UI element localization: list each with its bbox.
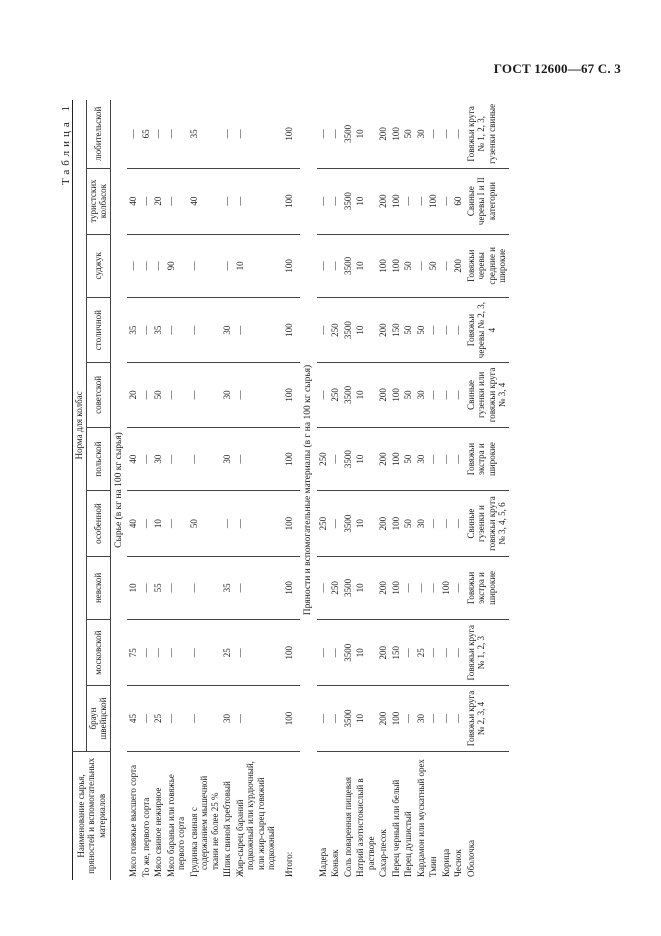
- row-value: —: [427, 556, 440, 620]
- row-value: 50: [415, 298, 428, 363]
- section-row: [110, 100, 127, 880]
- row-value: 3500: [342, 363, 355, 428]
- row-value: 3500: [342, 491, 355, 556]
- row-value: —: [165, 491, 188, 556]
- table-label: Таблица 1: [60, 102, 72, 186]
- row-value: Говяжьи круга № 1, 2, 3: [465, 620, 509, 686]
- row-value: —: [234, 491, 278, 556]
- row-value: 250: [329, 363, 342, 428]
- table-row: [342, 100, 355, 880]
- row-value: —: [452, 298, 465, 363]
- row-value: 10: [354, 234, 377, 298]
- row-value: —: [140, 491, 153, 556]
- row-value: 200: [377, 686, 390, 752]
- row-value: 10: [354, 491, 377, 556]
- row-value: 40: [127, 427, 140, 491]
- row-value: 250: [317, 427, 330, 491]
- row-value: —: [165, 427, 188, 491]
- row-value: Говяжьи круга № 1, 2, 3, гузенки свиные: [465, 103, 497, 164]
- row-value: 50: [188, 491, 222, 556]
- row-value: 200: [377, 620, 390, 686]
- row-name: Мясо говяжье высшего сорта: [127, 751, 140, 880]
- row-value: —: [222, 129, 232, 139]
- row-value: —: [221, 234, 234, 298]
- row-name: Соль поваренная пищевая: [342, 751, 355, 880]
- table-row: [234, 100, 278, 880]
- row-value: 100: [390, 234, 403, 298]
- row-value: 25: [152, 686, 165, 752]
- row-value: 200: [377, 363, 390, 428]
- row-value: —: [415, 556, 428, 620]
- table-row: [127, 100, 140, 880]
- row-value: 60: [452, 168, 465, 234]
- table-row: [165, 100, 188, 880]
- row-value: Говяжьи черевы № 2, 3, 4: [465, 298, 509, 363]
- table-row: [440, 100, 453, 880]
- group-header: Норма для колбас: [73, 100, 87, 751]
- row-value: 200: [377, 298, 390, 363]
- row-value: 10: [152, 491, 165, 556]
- column-header: польской: [86, 427, 110, 491]
- row-value: —: [452, 620, 465, 686]
- row-value: —: [440, 620, 453, 686]
- row-value: 25: [221, 620, 234, 686]
- row-value: —: [221, 168, 234, 234]
- row-value: 40: [127, 491, 140, 556]
- section-title: Пряности и вспомогательные материалы (в г на 100 кг сырья): [303, 364, 313, 616]
- row-value: 30: [221, 298, 234, 363]
- table-row: [377, 100, 390, 880]
- row-value: 100: [390, 427, 403, 491]
- row-value: 20: [127, 363, 140, 428]
- row-value: —: [317, 298, 330, 363]
- row-value: —: [317, 556, 330, 620]
- row-value: —: [234, 363, 278, 428]
- row-name: Итого:: [278, 751, 301, 880]
- row-value: 250: [329, 556, 342, 620]
- row-value: —: [452, 491, 465, 556]
- row-value: 30: [221, 427, 234, 491]
- row-value: —: [188, 686, 222, 752]
- table-row: [465, 100, 509, 880]
- row-value: 3500: [342, 686, 355, 752]
- column-header: туристских колбасок: [86, 168, 110, 234]
- row-name: Коньяк: [329, 751, 342, 880]
- row-value: —: [165, 686, 188, 752]
- row-value: —: [440, 298, 453, 363]
- row-value: —: [329, 620, 342, 686]
- row-value: —: [452, 363, 465, 428]
- row-value: —: [140, 427, 153, 491]
- row-value: 30: [221, 363, 234, 428]
- row-value: Свиные гузенки и говяжьи круга № 3, 4, 5, 6: [465, 491, 509, 556]
- row-name: Мясо бараньи или говяжье первого сорта: [165, 751, 188, 880]
- row-name: Грудинка свиная с содержанием мышечной ткани не более 25 %: [188, 751, 222, 880]
- table-row: [402, 100, 415, 880]
- row-value: 100: [278, 234, 301, 298]
- section-title: Сырье (в кг на 100 кг сырья): [113, 432, 124, 548]
- row-value: 30: [415, 427, 428, 491]
- row-value: 35: [188, 129, 199, 139]
- row-name: Сахар-песок: [377, 751, 390, 880]
- column-header-name: Наименование сырья, пряностей и вспомогательных материалов: [73, 751, 111, 880]
- row-value: —: [402, 556, 415, 620]
- row-value: —: [452, 427, 465, 491]
- row-value: —: [234, 686, 278, 752]
- row-value: —: [415, 168, 428, 234]
- column-header: московской: [86, 620, 110, 686]
- row-value: 3500: [342, 168, 355, 234]
- row-value: —: [140, 686, 153, 752]
- row-value: —: [440, 168, 453, 234]
- row-value: 3500: [342, 124, 353, 143]
- norms-table: [72, 100, 509, 880]
- column-header: любительской: [86, 100, 110, 168]
- row-value: —: [402, 168, 415, 234]
- row-name: Чеснок: [452, 751, 465, 880]
- row-value: —: [452, 556, 465, 620]
- row-value: 25: [415, 620, 428, 686]
- row-value: 100: [278, 168, 301, 234]
- row-value: 100: [278, 491, 301, 556]
- row-name: Мясо свиное нежирное: [152, 751, 165, 880]
- row-value: —: [234, 556, 278, 620]
- row-value: —: [188, 234, 222, 298]
- row-value: —: [317, 234, 330, 298]
- row-value: —: [234, 427, 278, 491]
- column-header: столичной: [86, 298, 110, 363]
- row-value: 50: [402, 363, 415, 428]
- row-value: —: [427, 491, 440, 556]
- row-value: Говяжьи черевы средние и широкие: [465, 234, 509, 298]
- row-value: 200: [377, 427, 390, 491]
- row-value: Говяжьи экстра и широкие: [465, 427, 509, 491]
- table-row: [354, 100, 377, 880]
- row-value: 10: [354, 556, 377, 620]
- row-value: 20: [152, 168, 165, 234]
- row-value: 50: [427, 234, 440, 298]
- row-value: —: [402, 686, 415, 752]
- row-name: Кардамон или мускатный орех: [415, 751, 428, 880]
- row-value: —: [188, 556, 222, 620]
- row-value: 10: [354, 168, 377, 234]
- row-value: —: [427, 427, 440, 491]
- row-value: —: [221, 491, 234, 556]
- row-value: —: [428, 129, 438, 139]
- row-value: —: [329, 427, 342, 491]
- row-value: 100: [390, 491, 403, 556]
- table-row: [452, 100, 465, 880]
- row-value: —: [165, 620, 188, 686]
- row-value: —: [165, 556, 188, 620]
- row-value: —: [453, 129, 463, 139]
- section-row: [300, 100, 317, 880]
- row-value: 200: [377, 168, 390, 234]
- row-name: Корица: [440, 751, 453, 880]
- column-header: невской: [86, 556, 110, 620]
- row-value: —: [427, 686, 440, 752]
- row-name: Натрий азотистокислый в растворе: [354, 751, 377, 880]
- row-value: —: [415, 234, 428, 298]
- row-value: 100: [390, 127, 401, 141]
- row-value: 10: [127, 556, 140, 620]
- row-value: 3500: [342, 556, 355, 620]
- row-value: —: [234, 168, 278, 234]
- row-value: 200: [377, 556, 390, 620]
- row-value: Говяжьи круга № 2, 3, 4: [465, 686, 509, 752]
- row-value: 40: [127, 168, 140, 234]
- row-value: Свиные гузенки или говяжьи круга № 3, 4: [465, 363, 509, 428]
- row-name: Шпик свиной хребтовый: [221, 751, 234, 880]
- row-value: —: [153, 129, 163, 139]
- landscape-table-canvas: [58, 100, 603, 880]
- column-header: советской: [86, 363, 110, 428]
- table-row: [427, 100, 440, 880]
- table-row: [152, 100, 165, 880]
- row-value: 100: [390, 168, 403, 234]
- row-value: —: [427, 620, 440, 686]
- row-value: —: [427, 363, 440, 428]
- row-value: 30: [221, 686, 234, 752]
- row-value: 100: [278, 427, 301, 491]
- row-value: —: [330, 129, 340, 139]
- document-reference: ГОСТ 12600—67 С. 3: [493, 61, 621, 76]
- row-value: —: [440, 234, 453, 298]
- row-value: —: [440, 491, 453, 556]
- row-value: 10: [354, 686, 377, 752]
- table-row: [317, 100, 330, 880]
- column-header: суджук: [86, 234, 110, 298]
- row-value: —: [140, 168, 153, 234]
- row-value: 50: [402, 234, 415, 298]
- row-value: Свиные черевы I и II категории: [465, 168, 509, 234]
- row-value: 100: [427, 168, 440, 234]
- row-name: Мадера: [317, 751, 330, 880]
- row-name: Перец черный или белый: [390, 751, 403, 880]
- row-value: —: [317, 686, 330, 752]
- row-value: 100: [278, 620, 301, 686]
- table-row: [221, 100, 234, 880]
- header-row-group: [73, 100, 87, 880]
- table-body: [110, 100, 509, 880]
- row-value: 35: [221, 556, 234, 620]
- row-value: 30: [152, 427, 165, 491]
- row-value: 40: [188, 168, 222, 234]
- row-value: 200: [452, 234, 465, 298]
- row-value: —: [140, 234, 153, 298]
- row-value: —: [165, 168, 188, 234]
- row-value: 35: [127, 298, 140, 363]
- row-value: 100: [283, 127, 294, 141]
- row-value: 10: [354, 620, 377, 686]
- row-value: 35: [152, 298, 165, 363]
- row-value: 10: [355, 129, 365, 139]
- row-value: —: [188, 363, 222, 428]
- table-row: [188, 100, 222, 880]
- row-value: —: [440, 363, 453, 428]
- row-value: 50: [152, 363, 165, 428]
- row-value: —: [165, 298, 188, 363]
- row-value: 50: [403, 129, 413, 139]
- row-value: 30: [415, 686, 428, 752]
- row-value: —: [165, 363, 188, 428]
- row-value: —: [317, 363, 330, 428]
- row-value: 100: [278, 298, 301, 363]
- row-value: —: [452, 686, 465, 752]
- row-name: Тмин: [427, 751, 440, 880]
- row-value: —: [165, 129, 176, 139]
- row-value: —: [234, 129, 245, 139]
- row-name: Оболочка: [465, 751, 509, 880]
- row-value: 3500: [342, 427, 355, 491]
- row-value: 100: [440, 556, 453, 620]
- row-value: —: [317, 168, 330, 234]
- row-value: —: [329, 168, 342, 234]
- row-value: —: [128, 129, 138, 139]
- row-value: —: [317, 620, 330, 686]
- row-value: —: [188, 620, 222, 686]
- row-value: —: [329, 686, 342, 752]
- row-value: —: [152, 234, 165, 298]
- row-value: 65: [140, 129, 151, 139]
- row-name: Жир-сырец бараний подкожный или курдючный, или жир-сырец говяжий подкожный: [234, 751, 278, 880]
- row-value: 50: [402, 427, 415, 491]
- row-name: Перец душистый: [402, 751, 415, 880]
- row-value: 55: [152, 556, 165, 620]
- row-value: 250: [317, 491, 330, 556]
- row-value: —: [188, 298, 222, 363]
- row-value: 150: [390, 298, 403, 363]
- row-value: 3500: [342, 234, 355, 298]
- table-row: [329, 100, 342, 880]
- rotated-table-area: [58, 100, 603, 880]
- row-value: —: [140, 620, 153, 686]
- row-value: —: [329, 234, 342, 298]
- row-value: 30: [415, 491, 428, 556]
- row-value: —: [234, 620, 278, 686]
- row-value: 10: [354, 427, 377, 491]
- row-value: 50: [402, 298, 415, 363]
- row-name: То же, первого сорта: [140, 751, 153, 880]
- row-value: —: [140, 556, 153, 620]
- row-value: 100: [278, 686, 301, 752]
- row-value: Говяжьи экстра и широкие: [465, 556, 509, 620]
- row-value: —: [127, 234, 140, 298]
- row-value: 10: [354, 298, 377, 363]
- row-value: 100: [390, 363, 403, 428]
- row-value: 250: [329, 298, 342, 363]
- row-value: —: [188, 427, 222, 491]
- row-value: 150: [390, 620, 403, 686]
- row-value: —: [140, 363, 153, 428]
- row-value: 100: [390, 686, 403, 752]
- row-value: 10: [354, 363, 377, 428]
- row-value: 200: [377, 491, 390, 556]
- row-value: 3500: [342, 620, 355, 686]
- table-head: [73, 100, 111, 880]
- row-value: 30: [415, 129, 426, 139]
- row-value: 75: [127, 620, 140, 686]
- column-header: особенной: [86, 491, 110, 556]
- row-value: 90: [165, 234, 188, 298]
- row-value: 30: [415, 363, 428, 428]
- row-value: 100: [390, 556, 403, 620]
- row-value: 100: [278, 556, 301, 620]
- row-value: 100: [377, 234, 390, 298]
- table-row: [278, 100, 301, 880]
- table-row: [415, 100, 428, 880]
- row-value: —: [402, 620, 415, 686]
- row-value: 200: [378, 127, 388, 141]
- row-value: 100: [278, 363, 301, 428]
- row-value: —: [329, 491, 342, 556]
- row-value: 45: [127, 686, 140, 752]
- row-value: —: [440, 427, 453, 491]
- row-value: 10: [234, 234, 278, 298]
- column-header: браун швейцской: [86, 686, 110, 752]
- row-value: 3500: [342, 298, 355, 363]
- row-value: —: [140, 298, 153, 363]
- row-value: —: [234, 298, 278, 363]
- row-value: 50: [402, 491, 415, 556]
- table-row: [390, 100, 403, 880]
- row-value: —: [427, 298, 440, 363]
- table-row: [140, 100, 153, 880]
- row-value: —: [152, 620, 165, 686]
- row-value: —: [440, 686, 453, 752]
- row-value: —: [440, 129, 451, 139]
- row-value: —: [317, 129, 328, 139]
